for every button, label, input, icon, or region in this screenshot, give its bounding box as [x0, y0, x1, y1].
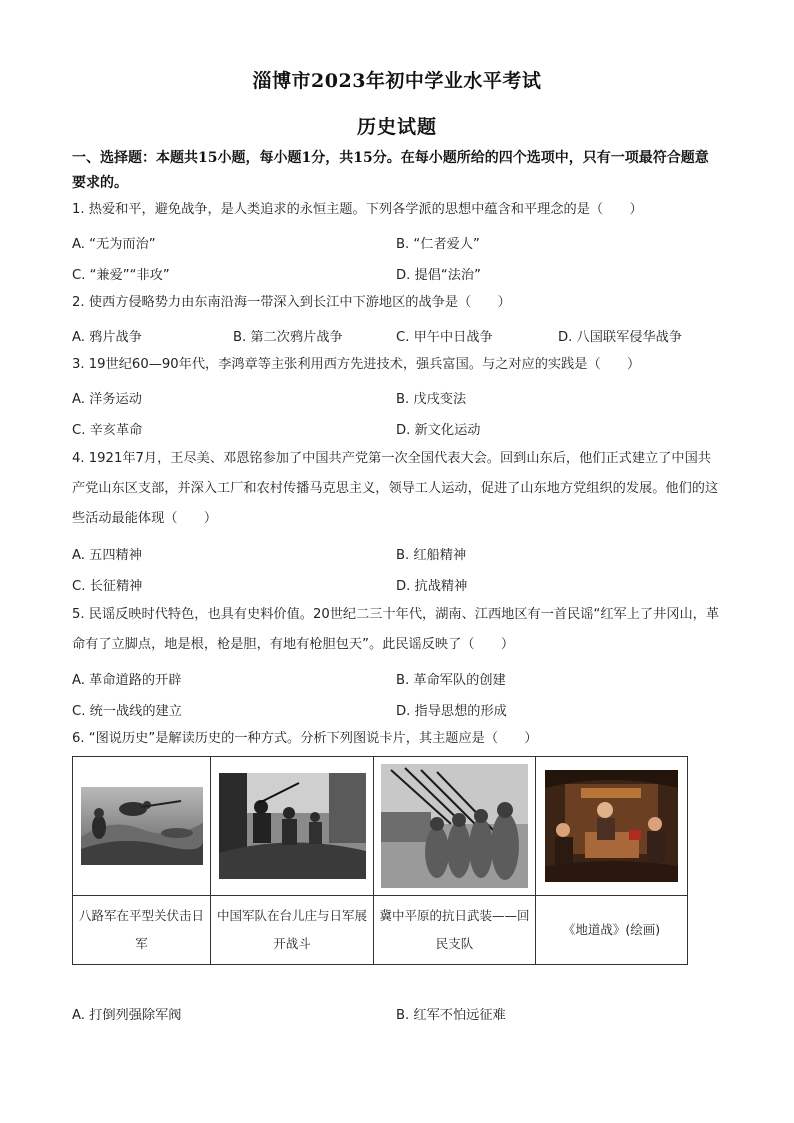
question-1-stem: 1. 热爱和平，避免战争，是人类追求的永恒主题。下列各学派的思想中蕴含和平理念的是（ ）	[72, 202, 643, 217]
card-4-image-cell	[536, 757, 688, 896]
q1-option-d: D. 提倡“法治”	[396, 268, 481, 283]
exam-subtitle: 历史试题	[356, 116, 437, 138]
q1-option-b: B. “仁者爱人”	[396, 237, 480, 252]
question-5-stem: 5. 民谣反映时代特色，也具有史料价值。20世纪二三十年代，湖南、江西地区有一首民谣“红军上了井冈山，革命有了立脚点，地是根，枪是胆，有地有枪胆包天”。此民谣反映了（ ）	[72, 607, 720, 652]
q3-option-a: A. 洋务运动	[72, 392, 142, 407]
q3-option-d: D. 新文化运动	[396, 423, 481, 438]
q5-option-a: A. 革命道路的开辟	[72, 673, 182, 688]
card-1-caption: 八路军在平型关伏击日军	[73, 896, 211, 965]
q2-option-c: C. 甲午中日战争	[396, 330, 493, 345]
q2-option-b: B. 第二次鸦片战争	[233, 330, 343, 345]
q4-option-d: D. 抗战精神	[396, 579, 468, 594]
section-heading: 一、选择题：本题共15小题，每小题1分，共15分。在每小题所给的四个选项中，只有一项最符合题意要求的。	[72, 150, 709, 191]
q5-option-c: C. 统一战线的建立	[72, 704, 182, 719]
painting-tunnel-warfare	[545, 770, 678, 882]
card-4-caption: 《地道战》(绘画)	[536, 896, 688, 965]
picture-card-table	[72, 756, 688, 965]
q6-option-a: A. 打倒列强除军阀	[72, 1008, 182, 1023]
question-6-stem: 6. “图说历史”是解读历史的一种方式。分析下列图说卡片，其主题应是（ ）	[72, 731, 538, 746]
q6-option-b: B. 红军不怕远征难	[396, 1008, 506, 1023]
q2-option-d: D. 八国联军侵华战争	[558, 330, 683, 345]
exam-title: 淄博市2023年初中学业水平考试	[252, 70, 542, 92]
photo-pingxingguan-ambush	[81, 787, 203, 865]
card-2-image-cell	[211, 757, 374, 896]
photo-huimin-detachment	[381, 764, 528, 888]
q4-option-a: A. 五四精神	[72, 548, 142, 563]
question-3-stem: 3. 19世纪60—90年代，李鸿章等主张利用西方先进技术，强兵富国。与之对应的实践是（ ）	[72, 357, 641, 372]
question-4-stem: 4. 1921年7月，王尽美、邓恩铭参加了中国共产党第一次全国代表大会。回到山东后，他们正式建立了中国共产党山东区支部，并深入工厂和农村传播马克思主义，领导工人运动，促进了山东地方党组织的发展。他们的这些活动最能体现（ ）	[72, 451, 719, 526]
card-2-caption: 中国军队在台儿庄与日军展开战斗	[211, 896, 374, 965]
q3-option-b: B. 戊戌变法	[396, 392, 467, 407]
q5-option-d: D. 指导思想的形成	[396, 704, 507, 719]
card-3-image-cell	[374, 757, 536, 896]
q4-option-c: C. 长征精神	[72, 579, 143, 594]
photo-taierzhuang-battle	[219, 773, 366, 879]
card-3-caption: 冀中平原的抗日武装——回民支队	[374, 896, 536, 965]
q5-option-b: B. 革命军队的创建	[396, 673, 506, 688]
card-1-image-cell	[73, 757, 211, 896]
q3-option-c: C. 辛亥革命	[72, 423, 143, 438]
question-2-stem: 2. 使西方侵略势力由东南沿海一带深入到长江中下游地区的战争是（ ）	[72, 295, 511, 310]
q4-option-b: B. 红船精神	[396, 548, 467, 563]
q2-option-a: A. 鸦片战争	[72, 330, 142, 345]
q1-option-a: A. “无为而治”	[72, 237, 156, 252]
q1-option-c: C. “兼爱”“非攻”	[72, 268, 170, 283]
